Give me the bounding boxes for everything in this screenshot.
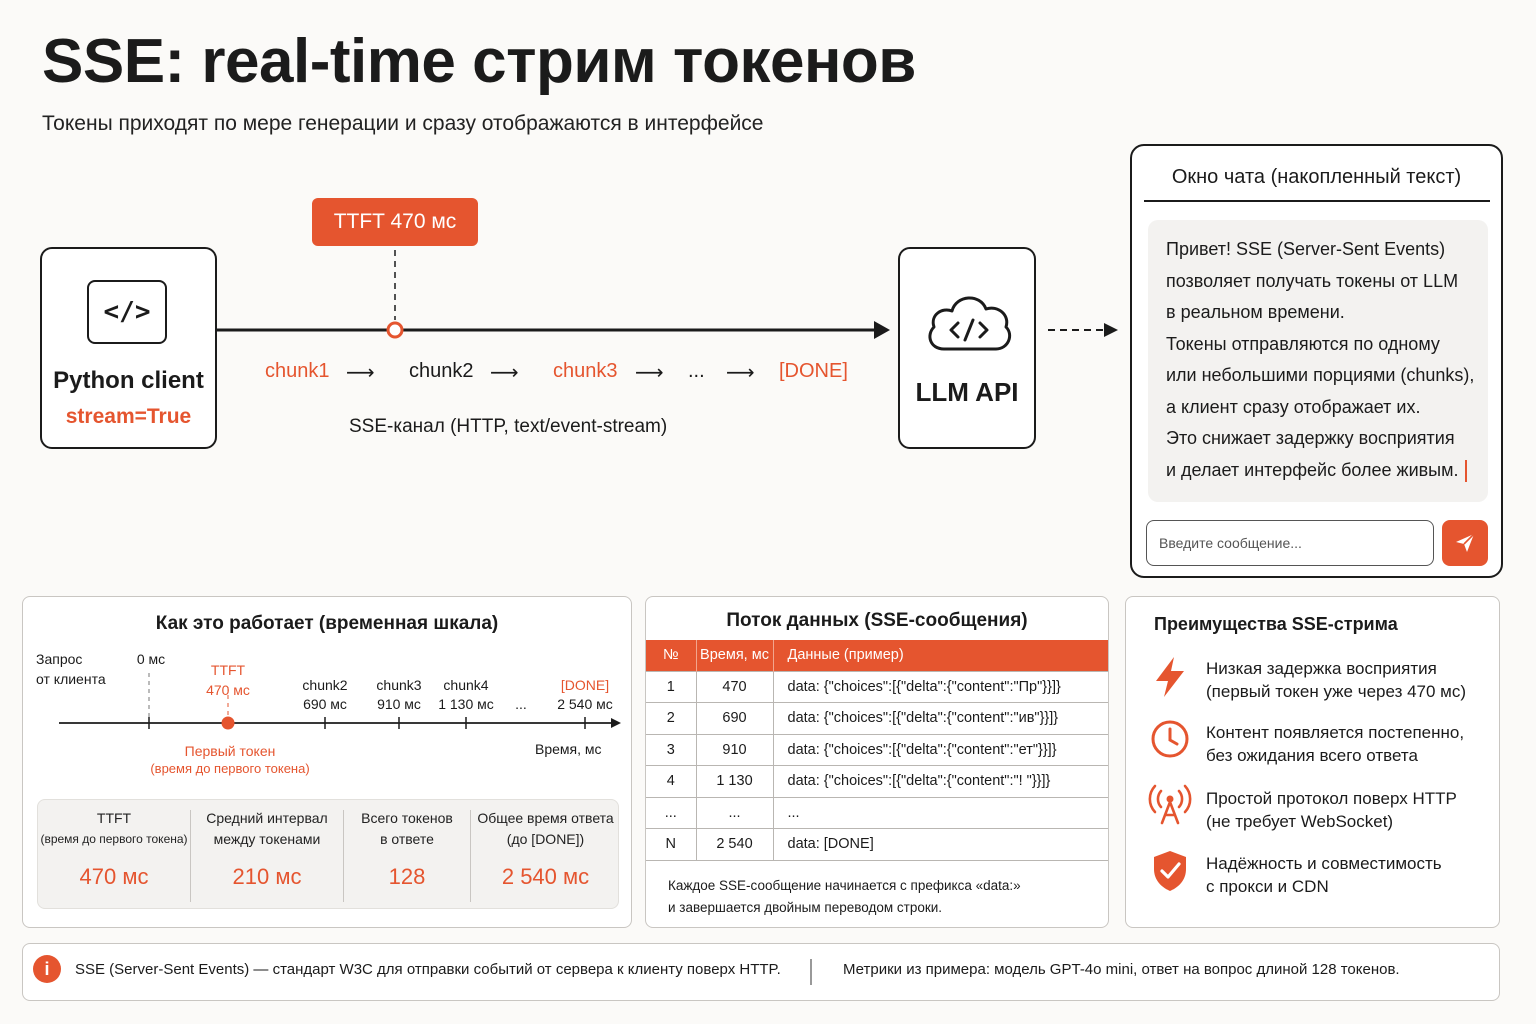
timeline-ellipsis: ... [515, 696, 527, 712]
table-note [668, 875, 1021, 919]
advantage-line: Простой протокол поверх HTTP [1206, 789, 1457, 808]
chat-title: Окно чата (накопленный текст) [1171, 166, 1462, 188]
flow-arrow-4: ⟶ [726, 362, 755, 384]
request-label: Запрос от клиента [36, 651, 106, 687]
advantage-item [1206, 852, 1442, 898]
chunk2-label: chunk2 [302, 677, 348, 693]
footer-note [22, 943, 1500, 1001]
advantage-line: Надёжность и совместимость [1206, 854, 1442, 873]
metric-value: 128 [388, 864, 426, 889]
cell-number: 1 [646, 671, 696, 703]
cell-number: ... [646, 797, 696, 829]
metric-value: 470 мс [79, 864, 149, 889]
metric-value: 210 мс [232, 864, 302, 889]
cell-data: data: {"choices":[{"delta":{"content":"! "}}]} [773, 766, 1109, 798]
advantage-item [1206, 721, 1464, 767]
cell-time: 2 540 [696, 829, 773, 861]
cell-number: N [646, 829, 696, 861]
advantages-title: Преимущества SSE-стрима [1154, 614, 1398, 634]
flow-chunk1: chunk1 [265, 360, 330, 382]
ttft-label: TTFT [210, 662, 246, 678]
table-note-line: Каждое SSE-сообщение начинается с префикса «data:» [668, 878, 1021, 893]
metric-label: Общее время ответа [477, 810, 614, 826]
chat-line: Токены отправляются по одному [1166, 333, 1440, 354]
col-time: Время, мс [696, 640, 773, 671]
typing-cursor [1465, 460, 1468, 482]
cell-time: 1 130 [696, 766, 773, 798]
footer-divider [810, 959, 812, 985]
flow-chunk2: chunk2 [409, 360, 474, 382]
metric-label: Всего токенов [361, 810, 453, 826]
advantages-panel [1125, 596, 1500, 928]
advantage-line: Контент появляется постепенно, [1206, 723, 1465, 742]
stream-table [646, 640, 1109, 861]
stream-table-wrap [646, 640, 1109, 861]
metric-label: TTFT [96, 810, 132, 826]
send-icon [1453, 531, 1477, 555]
chunk4-label: chunk4 [443, 677, 489, 693]
ttft-badge: TTFT 470 мс [312, 198, 478, 246]
cell-time: 470 [696, 671, 773, 703]
advantage-line: (первый токен уже через 470 мс) [1206, 682, 1467, 701]
page-title: SSE: real-time стрим токенов [42, 27, 916, 96]
metric-sublabel: в ответе [380, 831, 434, 847]
cloud-code-icon [924, 289, 1014, 355]
metric-ttft [38, 800, 190, 910]
metric-total-time [471, 800, 620, 910]
metric-avg-interval [191, 800, 343, 910]
table-row [646, 829, 1109, 861]
advantage-line: Низкая задержка восприятия [1206, 659, 1437, 678]
metric-total-tokens [344, 800, 470, 910]
chunk3-time: 910 мс [377, 696, 421, 712]
flow-arrow-2: ⟶ [490, 362, 519, 384]
cell-data: data: [DONE] [773, 829, 1109, 861]
chunk4-time: 1 130 мс [438, 696, 494, 712]
chat-line: позволяет получать токены от LLM [1166, 270, 1459, 291]
timeline-panel [22, 596, 632, 928]
col-number: № [646, 640, 696, 671]
metric-sublabel: между токенами [213, 831, 321, 847]
channel-label: SSE-канал (HTTP, text/event-stream) [349, 416, 668, 437]
stream-panel [645, 596, 1109, 928]
chat-line: а клиент сразу отображает их. [1166, 396, 1421, 417]
page-subtitle: Токены приходят по мере генерации и сразу отображаются в интерфейсе [42, 112, 764, 135]
message-input[interactable]: Введите сообщение... [1146, 520, 1434, 566]
first-token-label: Первый токен [184, 743, 276, 759]
table-row [646, 797, 1109, 829]
table-row [646, 766, 1109, 798]
flow-arrow-1: ⟶ [346, 362, 375, 384]
first-token-note: (время до первого токена) [150, 761, 310, 776]
chat-line-text: и делает интерфейс более живым. [1166, 459, 1459, 480]
flow-ellipsis: ... [688, 360, 705, 382]
chat-line: или небольшими порциями (chunks), [1166, 365, 1475, 385]
start-time: 0 мс [136, 651, 166, 667]
cell-data: data: {"choices":[{"delta":{"content":"ив"}}]} [773, 703, 1109, 735]
chat-divider [1144, 200, 1490, 202]
cell-data: data: {"choices":[{"delta":{"content":"ет"}}]} [773, 734, 1109, 766]
clock-icon [1150, 719, 1190, 759]
flow-arrow-3: ⟶ [635, 362, 664, 384]
flow-chunk3: chunk3 [553, 360, 618, 382]
shield-check-icon [1150, 849, 1190, 893]
advantage-item [1206, 787, 1457, 833]
done-time: 2 540 мс [557, 696, 613, 712]
metric-value: 2 540 мс [501, 864, 590, 889]
code-icon: </> [87, 280, 167, 344]
metric-sublabel: (время до первого токена) [40, 832, 188, 846]
ttft-marker [388, 323, 402, 337]
ttft-time: 470 мс [206, 682, 250, 698]
footer-sse-definition: SSE (Server-Sent Events) — стандарт W3C для отправки событий от сервера к клиенту поверх HTTP. [75, 961, 781, 978]
lightning-icon [1150, 655, 1190, 699]
chat-line-last [1166, 455, 1470, 487]
timeline-axis [23, 597, 633, 797]
chat-line: Привет! SSE (Server-Sent Events) [1166, 239, 1446, 259]
table-header-row [646, 640, 1109, 671]
cell-data: ... [773, 797, 1109, 829]
col-data: Данные (пример) [773, 640, 1109, 671]
send-button[interactable] [1442, 520, 1488, 566]
cell-time: ... [696, 797, 773, 829]
advantage-line: с прокси и CDN [1206, 877, 1329, 896]
stream-title: Поток данных (SSE-сообщения) [726, 610, 1028, 631]
chunk3-label: chunk3 [376, 677, 422, 693]
llm-api-node [898, 247, 1036, 449]
table-note-line: и завершается двойным переводом строки. [668, 900, 943, 915]
table-row [646, 734, 1109, 766]
table-row [646, 671, 1109, 703]
axis-label: Время, мс [535, 741, 602, 757]
cell-number: 2 [646, 703, 696, 735]
advantage-line: (не требует WebSocket) [1206, 812, 1394, 831]
advantage-item [1206, 657, 1466, 703]
footer-metrics-note: Метрики из примера: модель GPT-4o mini, ответ на вопрос длиной 128 токенов. [843, 961, 1400, 978]
llm-name: LLM API [915, 377, 1019, 407]
metrics-strip [37, 799, 619, 909]
done-label: [DONE] [560, 677, 610, 693]
cell-time: 690 [696, 703, 773, 735]
cell-time: 910 [696, 734, 773, 766]
info-icon: i [33, 955, 61, 983]
chat-line: в реальном времени. [1166, 302, 1345, 322]
flow-done: [DONE] [779, 360, 848, 382]
table-row [646, 703, 1109, 735]
output-arrowhead [1104, 323, 1118, 337]
stream-arrowhead [874, 321, 890, 339]
chat-line: Это снижает задержку восприятия [1166, 428, 1455, 448]
metric-label: Средний интервал [206, 810, 328, 826]
antenna-icon [1148, 783, 1192, 827]
cell-number: 3 [646, 734, 696, 766]
client-stream-param: stream=True [65, 405, 192, 428]
cell-number: 4 [646, 766, 696, 798]
cell-data: data: {"choices":[{"delta":{"content":"Пр"}}]} [773, 671, 1109, 703]
timeline-title: Как это работает (временная шкала) [155, 613, 499, 634]
chunk2-time: 690 мс [303, 696, 347, 712]
advantage-line: без ожидания всего ответа [1206, 746, 1418, 765]
metric-sublabel: (до [DONE]) [506, 831, 585, 847]
chat-message [1148, 220, 1488, 502]
chat-window [1130, 144, 1503, 578]
client-name: Python client [53, 367, 204, 394]
